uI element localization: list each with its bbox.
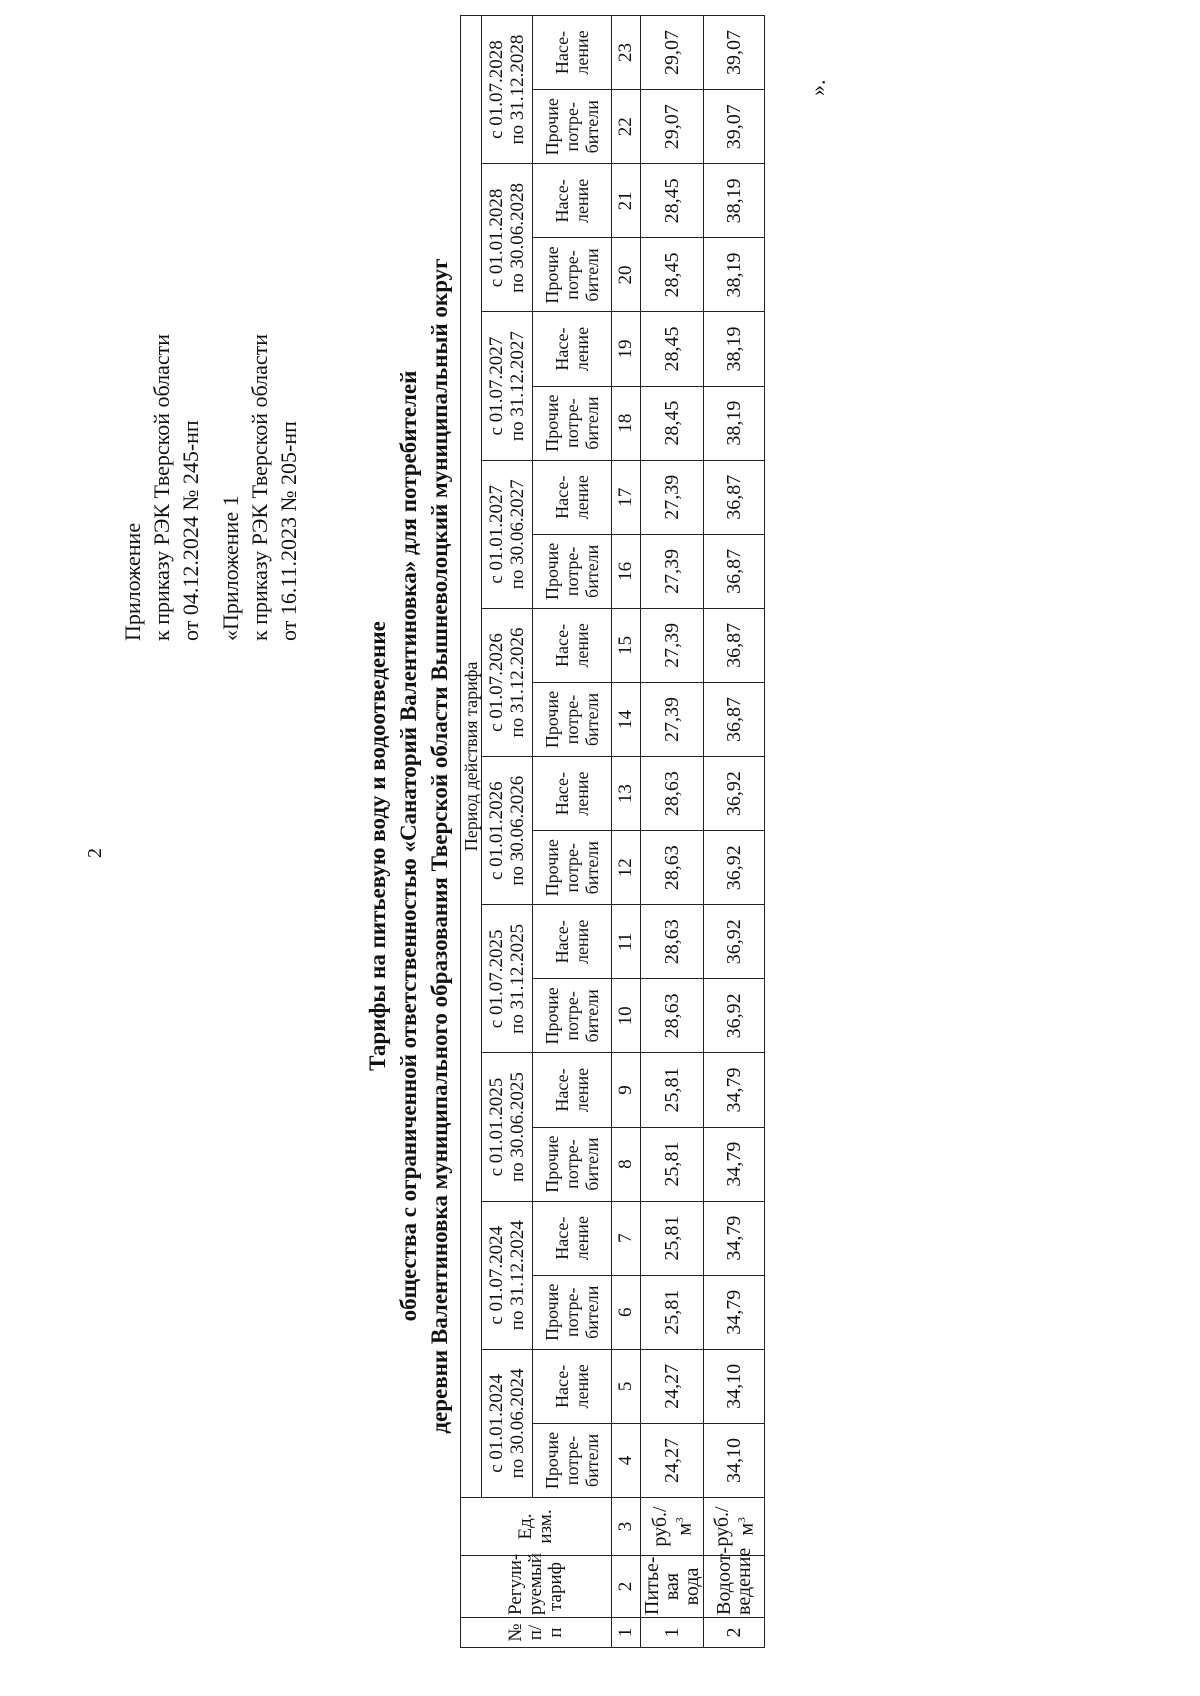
tariff-value: 25,81 [641,1127,704,1201]
header-tariff: Регули-руемый тариф [461,1556,612,1618]
tariff-value: 38,19 [704,312,765,386]
period-to: по 30.06.2025 [507,1072,528,1182]
tariff-value: 27,39 [641,608,704,682]
table-row [704,15,765,1647]
appendix-line: «Приложение 1 [218,495,243,641]
header-other-consumers: Прочие потре-бители [533,386,612,460]
appendix-line: от 16.11.2023 № 205-нп [276,421,301,641]
tariff-value: 39,07 [704,15,765,89]
column-index: 9 [612,1053,641,1127]
column-index: 4 [612,1423,641,1497]
tariff-value: 28,63 [641,831,704,905]
title-line: общества с ограниченной ответственностью «Санаторий Валентиновка» для потребителей [396,370,421,1322]
header-population: Насе-ление [533,460,612,534]
tariff-value: 36,87 [704,682,765,756]
column-index: 22 [612,90,641,164]
tariff-value: 34,79 [704,1053,765,1127]
tariff-value: 29,07 [641,90,704,164]
tariff-value: 38,19 [704,238,765,312]
period-to: по 31.12.2025 [507,923,528,1034]
header-other-consumers: Прочие потре-бители [533,1127,612,1201]
column-index: 8 [612,1127,641,1201]
column-index: 1 [612,1618,641,1648]
header-population: Насе-ление [533,757,612,831]
tariff-value: 36,92 [704,757,765,831]
period-range-header [482,164,533,312]
previous-appendix-note [216,334,303,641]
tariff-name: Водоот-ведение [704,1556,765,1618]
tariff-value: 27,39 [641,460,704,534]
column-index: 7 [612,1201,641,1275]
tariff-value: 28,63 [641,905,704,979]
period-from: с 01.01.2024 [486,1374,507,1473]
column-index: 11 [612,905,641,979]
tariff-value: 36,92 [704,979,765,1053]
header-period: Период действия тарифа [461,15,482,1497]
column-index: 14 [612,682,641,756]
tariff-value: 34,10 [704,1349,765,1423]
table-row [641,15,704,1647]
appendix-line: Приложение [120,522,145,641]
period-from: с 01.01.2026 [486,781,507,880]
tariff-table [460,15,765,1648]
column-index: 12 [612,831,641,905]
header-population: Насе-ление [533,905,612,979]
tariff-value: 24,27 [641,1349,704,1423]
column-index: 16 [612,534,641,608]
period-range-header [482,15,533,163]
period-from: с 01.01.2028 [486,188,507,288]
header-population: Насе-ление [533,608,612,682]
row-number: 2 [704,1618,765,1648]
column-index: 17 [612,460,641,534]
header-population: Насе-ление [533,15,612,89]
period-from: с 01.07.2027 [486,336,507,436]
tariff-value: 28,45 [641,312,704,386]
period-to: по 31.12.2027 [507,331,528,442]
period-range-header [482,1349,533,1497]
period-to: по 31.12.2028 [507,34,528,145]
appendix-note [118,334,205,641]
tariff-value: 38,19 [704,164,765,238]
unit-cell [641,1498,704,1556]
period-to: по 30.06.2027 [507,479,528,590]
column-index: 3 [612,1498,641,1556]
column-index: 6 [612,1275,641,1349]
tariff-value: 25,81 [641,1275,704,1349]
header-population: Насе-ление [533,1349,612,1423]
header-other-consumers: Прочие потре-бители [533,1275,612,1349]
period-range-header [482,1053,533,1201]
title-line: деревни Валентиновка муниципального образования Тверской области Вышневолоцкий муниципальный округ [427,258,452,1434]
period-to: по 30.06.2028 [507,182,528,293]
column-index: 5 [612,1349,641,1423]
header-population: Насе-ление [533,1053,612,1127]
column-index: 18 [612,386,641,460]
period-from: с 01.07.2025 [486,929,507,1029]
period-range-header [482,608,533,756]
appendix-line: к приказу РЭК Тверской области [247,333,272,641]
unit-text: руб./м [648,1506,696,1547]
header-other-consumers: Прочие потре-бители [533,90,612,164]
unit-text: руб./м [710,1506,758,1547]
period-to: по 30.06.2026 [507,775,528,886]
tariff-value: 28,45 [641,164,704,238]
period-from: с 01.07.2024 [486,1225,507,1325]
tariff-value: 28,45 [641,238,704,312]
tariff-value: 39,07 [704,90,765,164]
period-range-header [482,757,533,905]
column-index: 2 [612,1556,641,1618]
tariff-value: 25,81 [641,1201,704,1275]
tariff-value: 36,87 [704,460,765,534]
tariff-value: 36,87 [704,608,765,682]
period-to: по 31.12.2024 [507,1220,528,1331]
tariff-value: 36,92 [704,831,765,905]
tariff-value: 25,81 [641,1053,704,1127]
tariff-value: 34,79 [704,1127,765,1201]
tariff-name: Питье-вая вода [641,1556,704,1618]
period-to: по 31.12.2026 [507,627,528,738]
unit-superscript: 3 [673,1517,686,1523]
period-from: с 01.07.2028 [486,40,507,139]
column-index: 15 [612,608,641,682]
period-from: с 01.01.2027 [486,484,507,584]
period-range-header [482,312,533,460]
tariff-value: 29,07 [641,15,704,89]
appendix-line: от 04.12.2024 № 245-нп [178,420,203,641]
header-unit: Ед. изм. [461,1498,612,1556]
period-range-header [482,1201,533,1349]
header-other-consumers: Прочие потре-бители [533,534,612,608]
tariff-value: 28,45 [641,386,704,460]
period-range-header [482,460,533,608]
tariff-value: 36,92 [704,905,765,979]
tariff-value: 27,39 [641,534,704,608]
document-title [362,201,455,1491]
header-other-consumers: Прочие потре-бители [533,831,612,905]
tariff-value: 36,87 [704,534,765,608]
column-index: 19 [612,312,641,386]
tariff-value: 27,39 [641,682,704,756]
unit-superscript: 3 [735,1517,748,1523]
header-other-consumers: Прочие потре-бители [533,979,612,1053]
appendix-line: к приказу РЭК Тверской области [149,333,174,641]
page-number: 2 [84,848,106,858]
header-other-consumers: Прочие потре-бители [533,1423,612,1497]
column-index: 10 [612,979,641,1053]
tariff-value: 34,10 [704,1423,765,1497]
row-number: 1 [641,1618,704,1648]
period-range-header [482,905,533,1053]
header-population: Насе-ление [533,1201,612,1275]
period-to: по 30.06.2024 [507,1368,528,1479]
header-population: Насе-ление [533,164,612,238]
tariff-value: 28,63 [641,979,704,1053]
period-from: с 01.01.2025 [486,1077,507,1177]
tariff-value: 34,79 [704,1275,765,1349]
column-index: 13 [612,757,641,831]
tariff-value: 38,19 [704,386,765,460]
column-index: 21 [612,164,641,238]
closing-quote: ». [805,79,830,96]
header-other-consumers: Прочие потре-бители [533,682,612,756]
tariff-value: 28,63 [641,757,704,831]
header-population: Насе-ление [533,312,612,386]
column-index: 23 [612,15,641,89]
period-from: с 01.07.2026 [486,633,507,732]
header-other-consumers: Прочие потре-бители [533,238,612,312]
tariff-value: 24,27 [641,1423,704,1497]
column-index: 20 [612,238,641,312]
title-line: Тарифы на питьевую воду и водоотведение [365,621,390,1071]
tariff-value: 34,79 [704,1201,765,1275]
header-num: № п/п [461,1618,612,1648]
